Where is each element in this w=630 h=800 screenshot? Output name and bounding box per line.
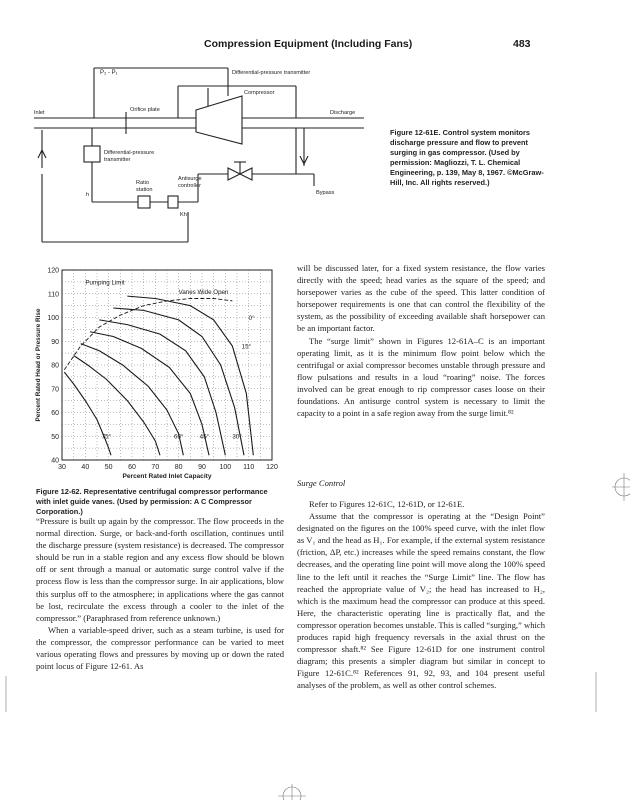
- x-tick-label: 90: [198, 464, 206, 471]
- right-paragraph-4: Assume that the compressor is operating at the “Design Point” designated on the figures on the 100% speed curve, with the inlet flow as V₁ and the head as H₁. For example, if the external system resistance (friction, ΔP, etc.) increases while the speed remains constant, the flow decreases, and the operating line point will move along the 100% speed line to the left until it reaches the “Surge Limit” line. The flow has reached the appropriate value of V₂; the head has increased to H₂, which is the maximum head the compressor can produce at this speed. Here, the characteristic operating line is practically flat, and the compressor operation becomes unstable. This is called “surging,” which produces rapid high frequency reversals in the axial thrust on the compressor shaft.⁸² See Figure 12-61D for one instrument control diagram; this presents a simpler diagram but similar in concept to Figure 12-61C.⁸² References 91, 92, 93, and 104 present useful analyses of the problem, as well as other control schemes.: [297, 511, 545, 691]
- section-title-surge-control: Surge Control: [297, 478, 346, 488]
- chart-annotation: 0°: [248, 314, 255, 322]
- label-discharge: Discharge: [330, 110, 356, 116]
- running-header-title: Compression Equipment (Including Fans): [204, 38, 413, 50]
- figure-62-caption: Figure 12-62. Representative centrifugal compressor performance with inlet guide vanes. (Used by permission: A C Compressor Corporation.): [36, 487, 268, 516]
- x-tick-label: 110: [243, 464, 255, 471]
- x-tick-label: 30: [58, 464, 66, 471]
- x-tick-label: 40: [81, 464, 90, 471]
- right-paragraph-1: will be discussed later, for a fixed system resistance, the flow varies directly with the speed; head varies as the square of the speed; and horsepower varies as the cube of the speed. This latter condition of horsepower requirements is one that can control the flexibility of the system, as the possibility of exceeding available shaft horsepower can be an important factor.: [297, 263, 545, 334]
- left-column-text: [36, 515, 284, 672]
- chart-annotation: 45°: [199, 433, 210, 441]
- control-system-diagram: [28, 62, 368, 252]
- y-tick-label: 50: [51, 433, 59, 441]
- label-controller: controller: [178, 183, 202, 189]
- y-tick-label: 80: [51, 362, 59, 370]
- page-number: 483: [513, 38, 531, 50]
- label-dp-transmitter-2-line1: Differential-pressure: [104, 150, 155, 156]
- label-orifice-plate: Orifice plate: [130, 107, 160, 113]
- label-dp-transmitter: Differential-pressure transmitter: [232, 70, 311, 76]
- x-tick-label: 80: [174, 464, 183, 471]
- left-paragraph-1: “Pressure is built up again by the compressor. The flow proceeds in the normal direction. Surge, or back-and-forth oscillation, continues until the discharge pressure (system resistance) is decreased. The compressor should be run in a stable region and any excess flow should be blown off or sent through a manual or automatic surge control valve if the process flow is less than the compressor surge. In air applications, blow this surplus off to the atmosphere; in applications where the gas cannot be lost, recirculate the excess through a cooler to the inlet of the compressor.” (Paraphrased from reference unknown.): [36, 516, 284, 623]
- chart-annotation: 30°: [232, 433, 242, 441]
- chart-annotation: Vanes Wide Open: [178, 288, 229, 296]
- label-h: h: [86, 192, 90, 198]
- right-column-text-bottom: [297, 498, 545, 692]
- x-tick-label: 120: [266, 464, 278, 471]
- y-tick-label: 60: [51, 410, 59, 417]
- label-antisurge: Antisurge: [178, 176, 202, 182]
- label-p2-p1: P₂ - P₁: [100, 70, 118, 76]
- chart-annotation: 60°: [174, 433, 184, 441]
- label-dp-transmitter-2-line2: transmitter: [104, 157, 131, 163]
- y-tick-label: 90: [51, 338, 59, 346]
- y-tick-label: 100: [47, 315, 59, 322]
- label-station: station: [136, 187, 153, 193]
- left-paragraph-2: When a variable-speed driver, such as a steam turbine, is used for the compressor, the compressor performance can be varied to meet various operating flows and pressures by moving up or down the rated point locus of Figure 12-61. As: [36, 624, 284, 672]
- x-axis-label: Percent Rated Inlet Capacity: [122, 473, 212, 480]
- figure-61e-caption: Figure 12-61E. Control system monitors discharge pressure and flow to prevent surging in gas compressor. (Used by permission: Magliozzi, T. L. Chemical Engineering, p. 139, May 8, 1967. ©McGraw-Hill, Inc. All rights reserved.): [390, 128, 544, 187]
- right-column-text-top: [297, 262, 545, 419]
- y-tick-label: 120: [47, 267, 59, 275]
- right-paragraph-3: Refer to Figures 12-61C, 12-61D, or 12-61E.: [309, 499, 465, 509]
- y-tick-label: 70: [51, 386, 59, 394]
- x-tick-label: 70: [151, 464, 160, 471]
- y-tick-label: 40: [51, 457, 59, 465]
- chart-annotation: 75°: [101, 433, 112, 441]
- chart-annotation: 15°: [241, 343, 252, 351]
- x-tick-label: 60: [128, 464, 136, 471]
- x-tick-label: 50: [104, 464, 113, 471]
- label-bypass: Bypass: [316, 190, 335, 196]
- y-axis-label: Percent Rated Head or Pressure Rise: [35, 308, 42, 422]
- y-tick-label: 110: [47, 291, 59, 299]
- chart-annotation: Pumping Limit: [85, 279, 125, 287]
- label-ratio: Ratio: [136, 180, 150, 186]
- x-tick-label: 100: [219, 464, 232, 471]
- label-inlet: Inlet: [34, 110, 45, 116]
- label-kh: Kh: [180, 212, 187, 218]
- label-compressor: Compressor: [244, 90, 275, 96]
- compressor-performance-chart: [30, 262, 280, 482]
- right-paragraph-2: The “surge limit” shown in Figures 12-61A–C is an important operating limit, as it is the minimum flow point below which the centrifugal or axial compressor becomes unstable through pressure and flow pulsations and results in a loud “roaring” noise. The forces involved can be great enough to rip compressor cases loose on their foundations. An antisurge control system is necessary to limit the capacity to a point in a safe region away from the surge limit.⁸²: [297, 335, 545, 419]
